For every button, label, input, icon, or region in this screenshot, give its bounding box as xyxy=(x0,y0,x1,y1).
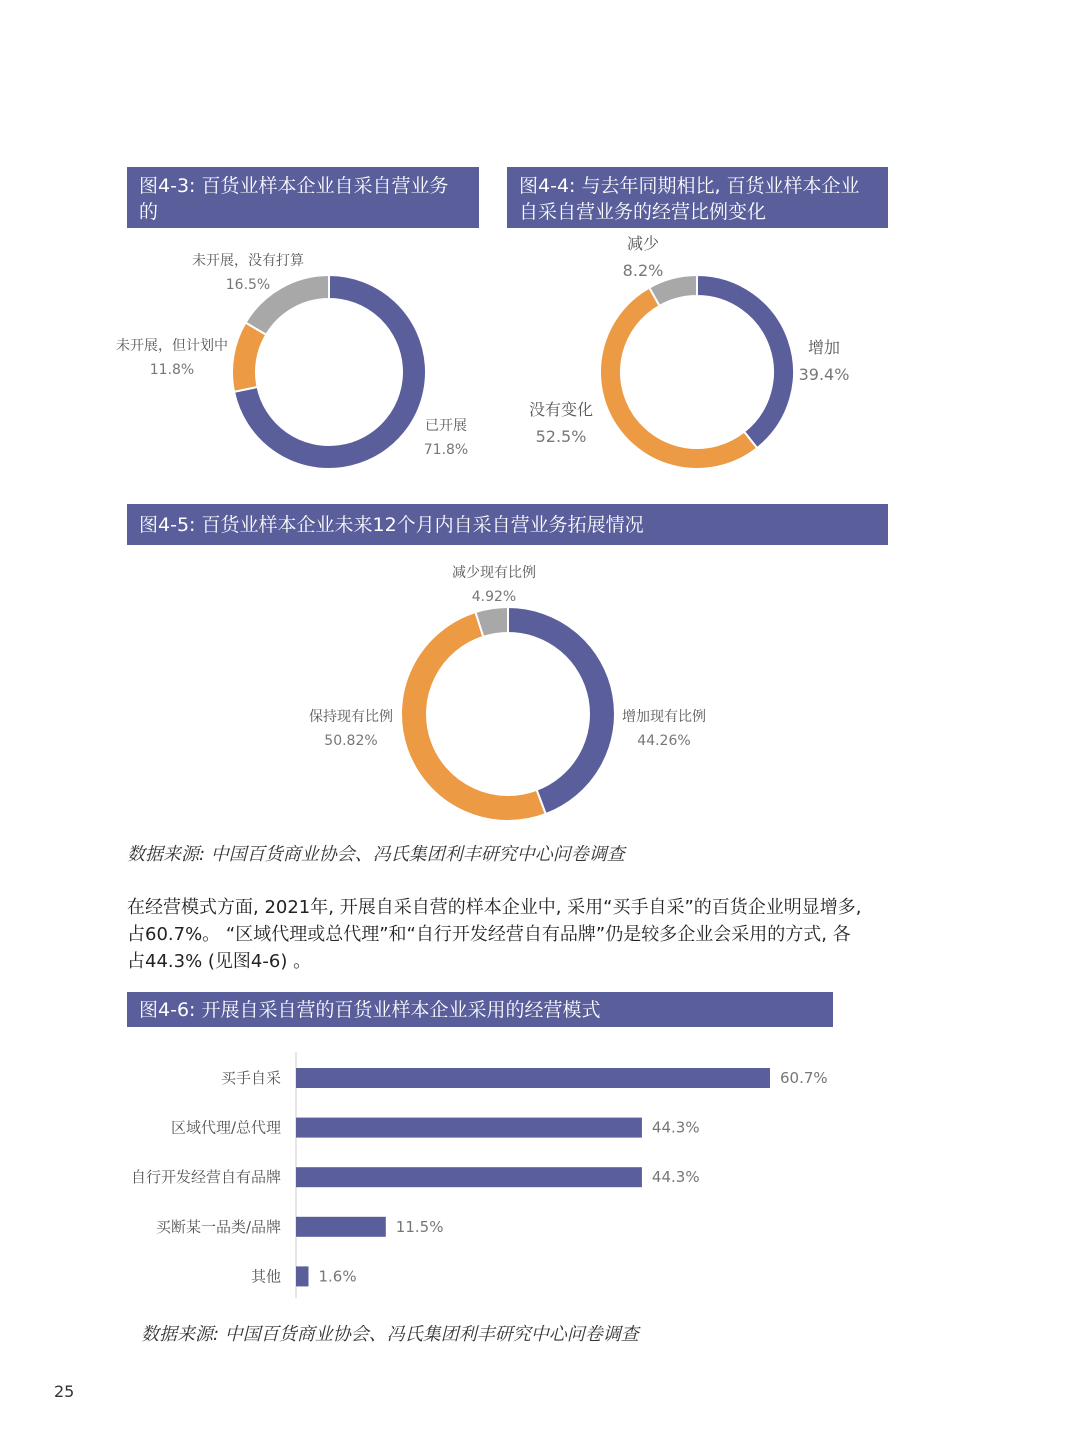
fig44-label-decrease-name: 减少 xyxy=(626,234,659,253)
fig46-title-text: 图4-6: 开展自采自营的百货业样本企业采用的经营模式 xyxy=(139,999,601,1021)
fig45-title-text: 图4-5: 百货业样本企业未来12个月内自采自营业务拓展情况 xyxy=(139,514,644,536)
bar-category-label-0: 买手自采 xyxy=(220,1069,281,1087)
paragraph-line-1: 在经营模式方面, 2021年, 开展自采自营的样本企业中, 采用“买手自采”的百货企业明显增多, xyxy=(127,897,862,918)
bar-category-label-4: 其他 xyxy=(250,1267,281,1286)
bar-value-label-0: 60.7% xyxy=(780,1069,828,1087)
fig45-label-increase-value: 44.26% xyxy=(637,733,691,749)
fig45-label-increase-name: 增加现有比例 xyxy=(622,709,706,725)
bar-category-label-1: 区域代理/总代理 xyxy=(170,1118,281,1137)
paragraph-line-3: 占44.3% (见图4-6) 。 xyxy=(127,951,312,972)
fig43-label-planned-name: 未开展，但计划中 xyxy=(116,338,228,354)
bar-4 xyxy=(296,1266,308,1286)
fig44-title-line1: 图4-4: 与去年同期相比, 百货业样本企业 xyxy=(519,175,860,197)
paragraph-line-2: 占60.7%。 “区域代理或总代理”和“自行开发经营自有品牌”仍是较多企业会采用的方式, 各 xyxy=(127,924,851,945)
fig43-title-line1: 图4-3: 百货业样本企业自采自营业务的 xyxy=(139,175,449,223)
bar-2 xyxy=(296,1167,642,1187)
bar-3 xyxy=(296,1217,386,1237)
data-source-1: 数据来源: 中国百货商业协会、冯氏集团利丰研究中心问卷调查 xyxy=(127,844,625,865)
bar-value-label-3: 11.5% xyxy=(395,1217,444,1236)
fig44-label-increase-name: 增加 xyxy=(807,338,840,357)
bar-value-label-1: 44.3% xyxy=(651,1118,700,1137)
fig44-label-decrease-value: 8.2% xyxy=(622,261,664,280)
fig43-label-noplan-value: 16.5% xyxy=(225,277,271,293)
fig43-label-noplan-name: 未开展，没有打算 xyxy=(192,253,304,269)
bar-0 xyxy=(296,1068,770,1088)
fig44-title-line2: 自采自营业务的经营比例变化 xyxy=(519,201,767,223)
fig44-label-increase-value: 39.4% xyxy=(798,365,850,384)
fig43-label-done-value: 71.8% xyxy=(423,442,469,458)
bar-1 xyxy=(296,1118,642,1138)
fig44-label-nochange-value: 52.5% xyxy=(535,427,587,446)
fig45-label-keep-value: 50.82% xyxy=(324,733,378,749)
bar-value-label-4: 1.6% xyxy=(318,1267,357,1286)
bar-category-label-2: 自行开发经营自有品牌 xyxy=(130,1168,281,1187)
fig45-label-decrease-value: 4.92% xyxy=(471,589,517,605)
bar-value-label-2: 44.3% xyxy=(651,1168,700,1187)
fig43-label-planned-value: 11.8% xyxy=(149,362,195,378)
bar-category-label-3: 买断某一品类/品牌 xyxy=(155,1217,281,1236)
page-number: 25 xyxy=(54,1382,75,1401)
fig43-label-done-name: 已开展 xyxy=(425,418,467,434)
fig45-label-keep-name: 保持现有比例 xyxy=(309,709,393,725)
fig45-label-decrease-name: 减少现有比例 xyxy=(452,565,536,581)
fig44-label-nochange-name: 没有变化 xyxy=(528,400,593,419)
fig43-title-line2: 开展情况 xyxy=(139,227,216,249)
data-source-2: 数据来源: 中国百货商业协会、冯氏集团利丰研究中心问卷调查 xyxy=(141,1324,639,1345)
